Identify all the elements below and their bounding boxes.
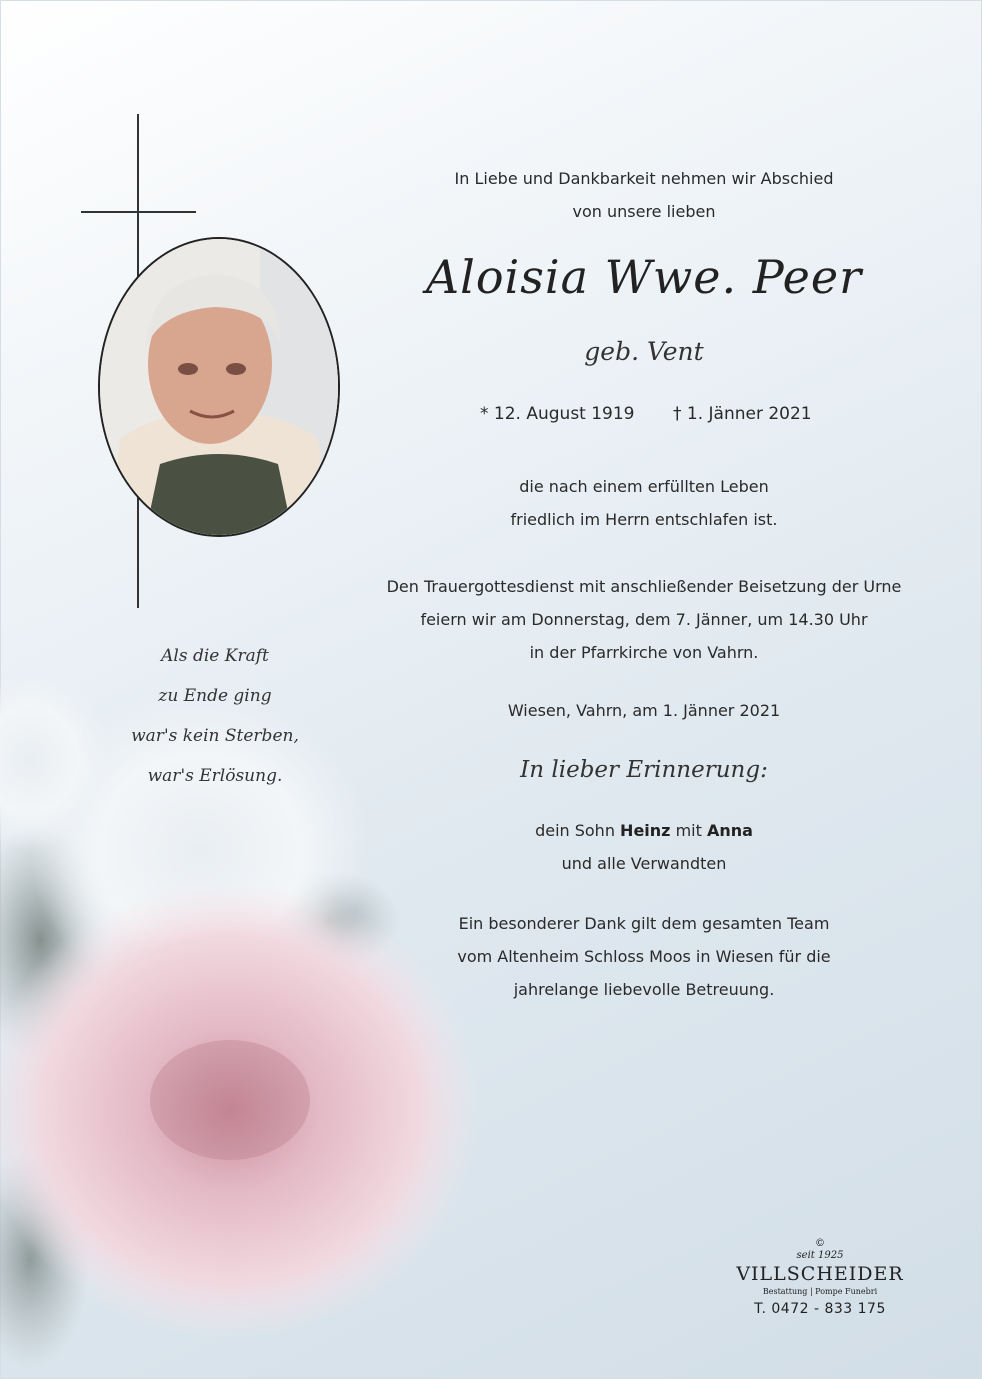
mourners-with: mit (670, 821, 707, 840)
thanks-line: vom Altenheim Schloss Moos in Wiesen für die (457, 947, 831, 966)
intro-text (380, 162, 908, 228)
cross-horizontal-line (81, 211, 196, 213)
logo-phone: T. 0472 - 833 175 (754, 1301, 886, 1317)
portrait-photo (98, 237, 340, 537)
poem-line: zu Ende ging (158, 686, 272, 706)
thanks-text (380, 907, 908, 1006)
intro-line: In Liebe und Dankbarkeit nehmen wir Abschied (454, 169, 834, 188)
service-text (380, 570, 908, 669)
logo-since: seit 1925 (796, 1250, 844, 1261)
service-line: Den Trauergottesdienst mit anschließender Beisetzung der Urne (386, 577, 902, 596)
intro-line: von unsere lieben (572, 202, 716, 221)
poem-line: Als die Kraft (161, 646, 269, 666)
place-date-line: Wiesen, Vahrn, am 1. Jänner 2021 (507, 701, 781, 720)
thanks-line: jahrelange liebevolle Betreuung. (513, 980, 775, 999)
death-date: † 1. Jänner 2021 (673, 404, 812, 424)
passing-line: friedlich im Herrn entschlafen ist. (510, 510, 778, 529)
logo-brand: VILLSCHEIDER (736, 1263, 904, 1285)
poem-line: war's kein Sterben, (131, 726, 299, 746)
birth-date: * 12. August 1919 (480, 404, 635, 424)
poem (100, 636, 330, 796)
passing-text (380, 470, 908, 536)
mourners-text (380, 814, 908, 880)
service-line: in der Pfarrkirche von Vahrn. (529, 643, 759, 662)
birth-name: geb. Vent (584, 337, 704, 366)
logo-subtitle: Bestattung | Pompe Funebri (762, 1287, 878, 1296)
copyright-symbol: © (815, 1238, 825, 1249)
place-date (380, 694, 908, 727)
service-line: feiern wir am Donnerstag, dem 7. Jänner, um 14.30 Uhr (420, 610, 868, 629)
mourners-line: und alle Verwandten (561, 854, 727, 873)
poem-line: war's Erlösung. (147, 766, 283, 786)
deceased-name: Aloisia Wwe. Peer (425, 250, 863, 304)
memory-heading: In lieber Erinnerung: (520, 757, 768, 783)
partner-name: Anna (706, 821, 753, 840)
mourners-prefix: dein Sohn (535, 821, 621, 840)
thanks-line: Ein besonderer Dank gilt dem gesamten Team (458, 914, 830, 933)
passing-line: die nach einem erfüllten Leben (519, 477, 769, 496)
mourners-line (380, 814, 908, 847)
son-name: Heinz (620, 821, 671, 840)
funeral-home-logo (730, 1238, 910, 1321)
